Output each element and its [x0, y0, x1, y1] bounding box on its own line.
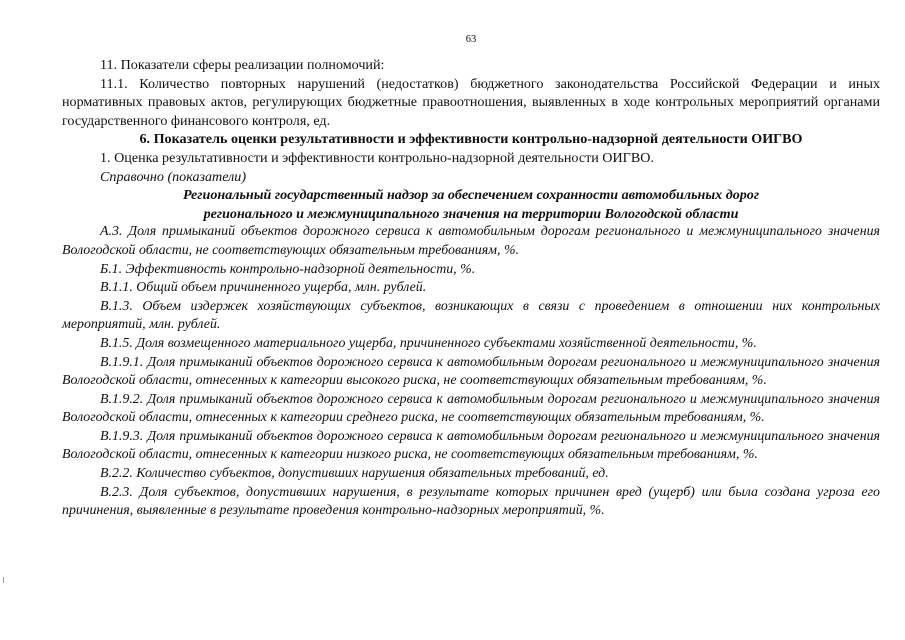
reference-note: Справочно (показатели): [100, 168, 247, 185]
subheading-line-2: регионального и межмуниципального значения на территории Вологодской области: [203, 205, 739, 222]
indicator-v1-1: В.1.1. Общий объем причиненного ущерба, млн. рублей.: [100, 280, 427, 296]
indicator-a3: А.3. Доля примыканий объектов дорожного сервиса к автомобильным дорогам регионального и межмуниципального значения Вологодской области, не соответствующих обязательным требованиям, %.: [62, 224, 880, 258]
paragraph-section-11: 11. Показатели сферы реализации полномочий:: [100, 57, 385, 73]
paragraph-11-1: 11.1. Количество повторных нарушений (недостатков) бюджетного законодательства Российской Федерации и иных нормативных правовых актов, регулирующих бюджетные правоотношения, выявленных в ходе контрольных мероприятий органами государственного финансового контроля, ед.: [62, 75, 880, 129]
paragraph-assessment: 1. Оценка результативности и эффективности контрольно-надзорной деятельности ОИГВО.: [100, 149, 654, 166]
indicator-v1-9-3: В.1.9.3. Доля примыканий объектов дорожного сервиса к автомобильным дорогам регионального и межмуниципального значения Вологодской области, отнесенных к категории низкого риска, не соответствующих обязательным требованиям, %.: [62, 428, 880, 463]
indicator-v1-9-1: В.1.9.1. Доля примыканий объектов дорожного сервиса к автомобильным дорогам регионального и межмуниципального значения Вологодской области, отнесенных к категории высокого риска, не соответствующих обязательным требованиям, %.: [62, 354, 880, 389]
subheading: [62, 186, 880, 223]
margin-mark: [3, 577, 4, 583]
document-body: [62, 56, 880, 521]
section-heading: 6. Показатель оценки результативности и эффективности контрольно-надзорной деятельности ОИГВО: [139, 131, 803, 148]
indicator-v1-3: В.1.3. Объем издержек хозяйствующих субъектов, возникающих в связи с проведением в отношении них контрольных мероприятий, млн. рублей.: [62, 298, 880, 333]
indicator-v2-3: В.2.3. Доля субъектов, допустивших нарушения, в результате которых причинен вред (ущерб) или была создана угроза его причинения, выявленные в результате проведения контрольно-надзорных мероприятий, %.: [62, 484, 880, 519]
indicator-v2-2: В.2.2. Количество субъектов, допустивших нарушения обязательных требований, ед.: [100, 466, 609, 482]
page-number: 63: [465, 34, 477, 45]
subheading-line-1: Региональный государственный надзор за обеспечением сохранности автомобильных дорог: [182, 187, 760, 204]
indicator-v1-5: В.1.5. Доля возмещенного материального ущерба, причиненного субъектами хозяйственной деятельности, %.: [100, 335, 757, 351]
indicator-v1-9-2: В.1.9.2. Доля примыканий объектов дорожного сервиса к автомобильным дорогам регионального и межмуниципального значения Вологодской области, отнесенных к категории среднего риска, не соответствующих обязательным требованиям, %.: [62, 391, 880, 426]
indicator-b1: Б.1. Эффективность контрольно-надзорной деятельности, %.: [100, 261, 476, 277]
